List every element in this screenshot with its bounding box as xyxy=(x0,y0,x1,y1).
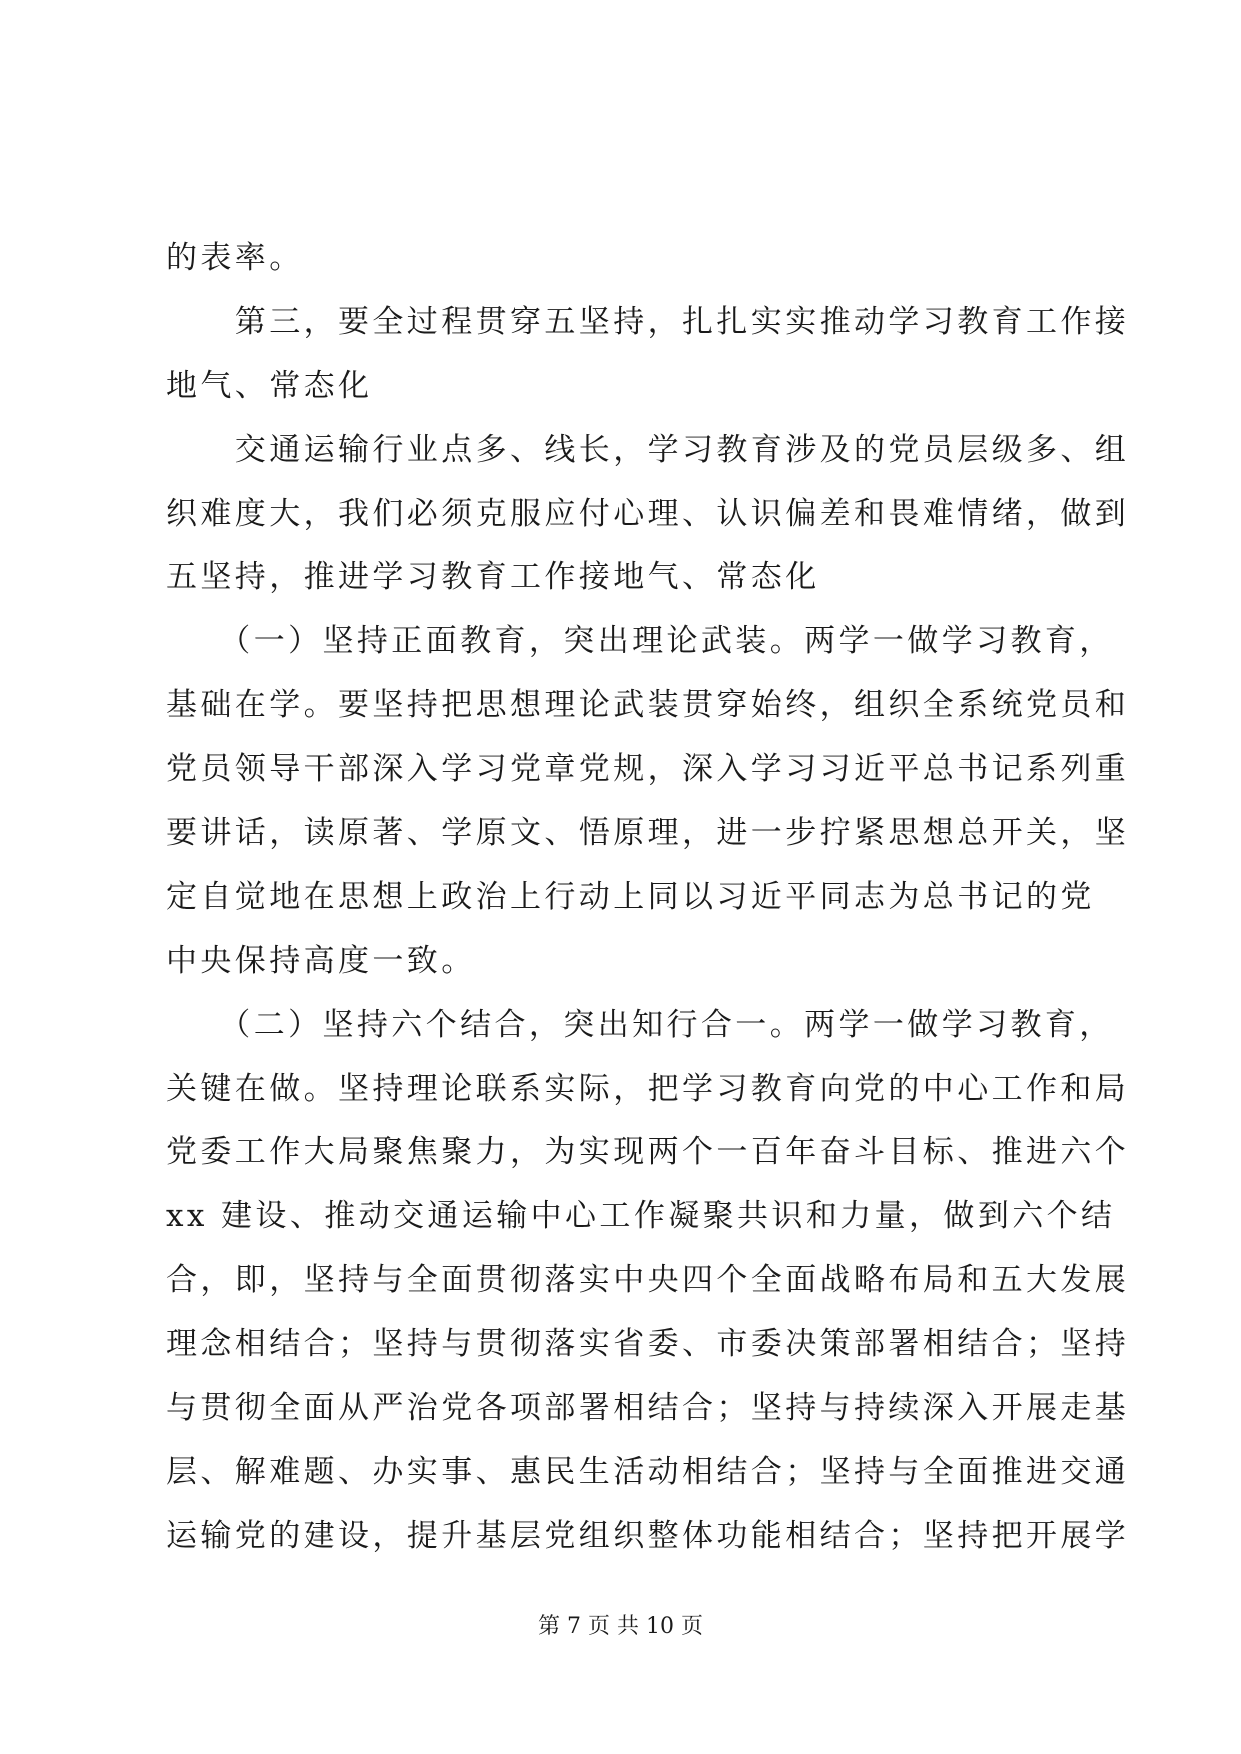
text-line: 层、解难题、办实事、惠民生活动相结合；坚持与全面推进交通 xyxy=(166,1453,1130,1490)
text-line: 运输党的建设，提升基层党组织整体功能相结合；坚持把开展学 xyxy=(166,1517,1130,1554)
text-line: 关键在做。坚持理论联系实际，把学习教育向党的中心工作和局 xyxy=(166,1070,1130,1107)
text-line: 理念相结合；坚持与贯彻落实省委、市委决策部署相结合；坚持 xyxy=(166,1326,1130,1363)
text-line: 地气、常态化 xyxy=(166,367,373,404)
text-line: xx 建设、推动交通运输中心工作凝聚共识和力量，做到六个结 xyxy=(166,1198,1116,1235)
text-line: 交通运输行业点多、线长，学习教育涉及的党员层级多、组 xyxy=(166,431,1130,468)
text-line: 五坚持，推进学习教育工作接地气、常态化 xyxy=(166,559,820,596)
body-text xyxy=(166,227,1130,1569)
text-line: 与贯彻全面从严治党各项部署相结合；坚持与持续深入开展走基 xyxy=(166,1390,1130,1427)
text-line: 基础在学。要坚持把思想理论武装贯穿始终，组织全系统党员和 xyxy=(166,687,1130,724)
page-number-footer: 第 7 页 共 10 页 xyxy=(538,1614,703,1639)
text-line: （一）坚持正面教育，突出理论武装。两学一做学习教育， xyxy=(166,623,1114,660)
text-line: 第三，要全过程贯穿五坚持，扎扎实实推动学习教育工作接 xyxy=(166,303,1130,340)
text-line: 织难度大，我们必须克服应付心理、认识偏差和畏难情绪，做到 xyxy=(166,495,1130,532)
text-line: 要讲话，读原著、学原文、悟原理，进一步拧紧思想总开关，坚 xyxy=(166,815,1130,852)
text-line: 的表率。 xyxy=(166,240,304,276)
text-line: 合，即，坚持与全面贯彻落实中央四个全面战略布局和五大发展 xyxy=(166,1262,1130,1299)
text-line: 党员领导干部深入学习党章党规，深入学习习近平总书记系列重 xyxy=(166,751,1130,788)
text-line: 中央保持高度一致。 xyxy=(166,942,476,979)
text-line: 党委工作大局聚焦聚力，为实现两个一百年奋斗目标、推进六个 xyxy=(166,1134,1130,1171)
text-line: （二）坚持六个结合，突出知行合一。两学一做学习教育， xyxy=(166,1006,1114,1043)
text-line: 定自觉地在思想上政治上行动上同以习近平同志为总书记的党 xyxy=(166,878,1095,915)
